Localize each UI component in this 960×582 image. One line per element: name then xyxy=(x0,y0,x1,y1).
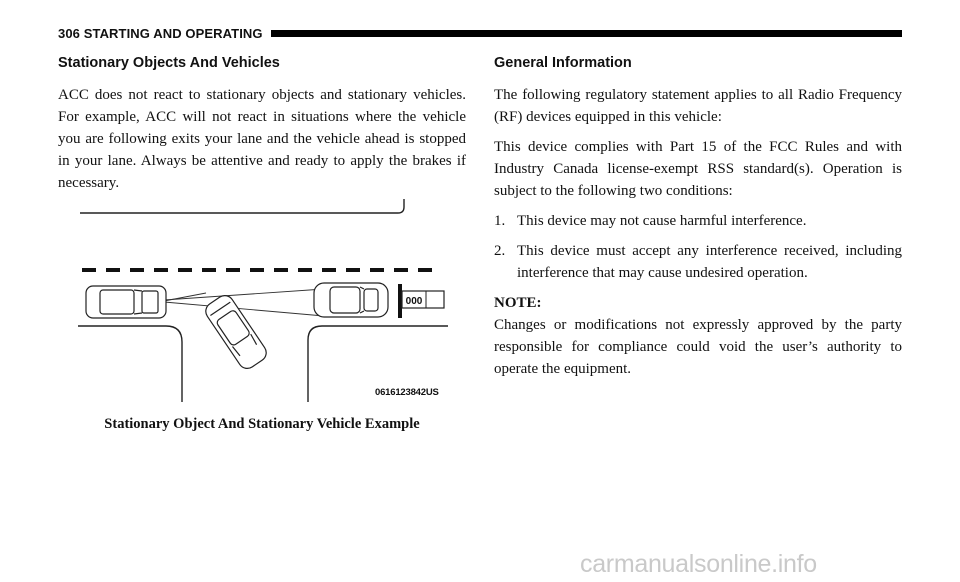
note-text: Changes or modifications not expressly approved by the party responsible for compliance could void the user’s authority to operate the equipment. xyxy=(494,317,902,377)
stationary-vehicle xyxy=(314,283,388,317)
road-sign-icon xyxy=(402,291,444,308)
left-column xyxy=(58,54,466,202)
note-label: NOTE: xyxy=(494,295,542,311)
list-text: This device may not cause harmful interference. xyxy=(517,213,807,229)
host-vehicle xyxy=(86,286,166,318)
road-sign-text: 000 xyxy=(405,296,423,307)
list-number: 2. xyxy=(494,243,506,259)
list-number: 1. xyxy=(494,213,506,229)
watermark: carmanualsonline.info xyxy=(580,550,817,578)
figure-caption: Stationary Object And Stationary Vehicle Example xyxy=(104,416,420,432)
body-paragraph-fcc: This device complies with Part 15 of the FCC Rules and with Industry Canada license-exempt RSS standard(s). Operation is subject to the following two conditions: xyxy=(494,139,902,199)
acc-figure xyxy=(76,192,448,404)
lane-divider xyxy=(82,268,432,272)
list-item xyxy=(494,240,902,284)
figure-id: 0616123842US xyxy=(375,387,439,398)
header-rule xyxy=(271,30,902,37)
body-paragraph-rf: The following regulatory statement applies to all Radio Frequency (RF) devices equipped in this vehicle: xyxy=(494,87,902,125)
section-heading-stationary: Stationary Objects And Vehicles xyxy=(58,55,280,71)
list-item xyxy=(494,210,902,232)
stationary-object xyxy=(398,284,402,318)
right-column xyxy=(494,54,902,388)
turning-vehicle xyxy=(202,292,269,372)
page-header xyxy=(58,26,902,40)
header-label: 306 STARTING AND OPERATING xyxy=(58,25,263,41)
list-text: This device must accept any interference received, including interference that may cause undesired operation. xyxy=(517,243,902,281)
section-heading-general: General Information xyxy=(494,55,632,71)
conditions-list xyxy=(494,210,902,284)
body-paragraph-acc: ACC does not react to stationary objects and stationary vehicles. For example, ACC will not react in situations where the vehicle you are following exits your lane and the vehicle ahead is stopped in your lane. Always be attentive and ready to apply the brakes if necessary. xyxy=(58,87,466,191)
